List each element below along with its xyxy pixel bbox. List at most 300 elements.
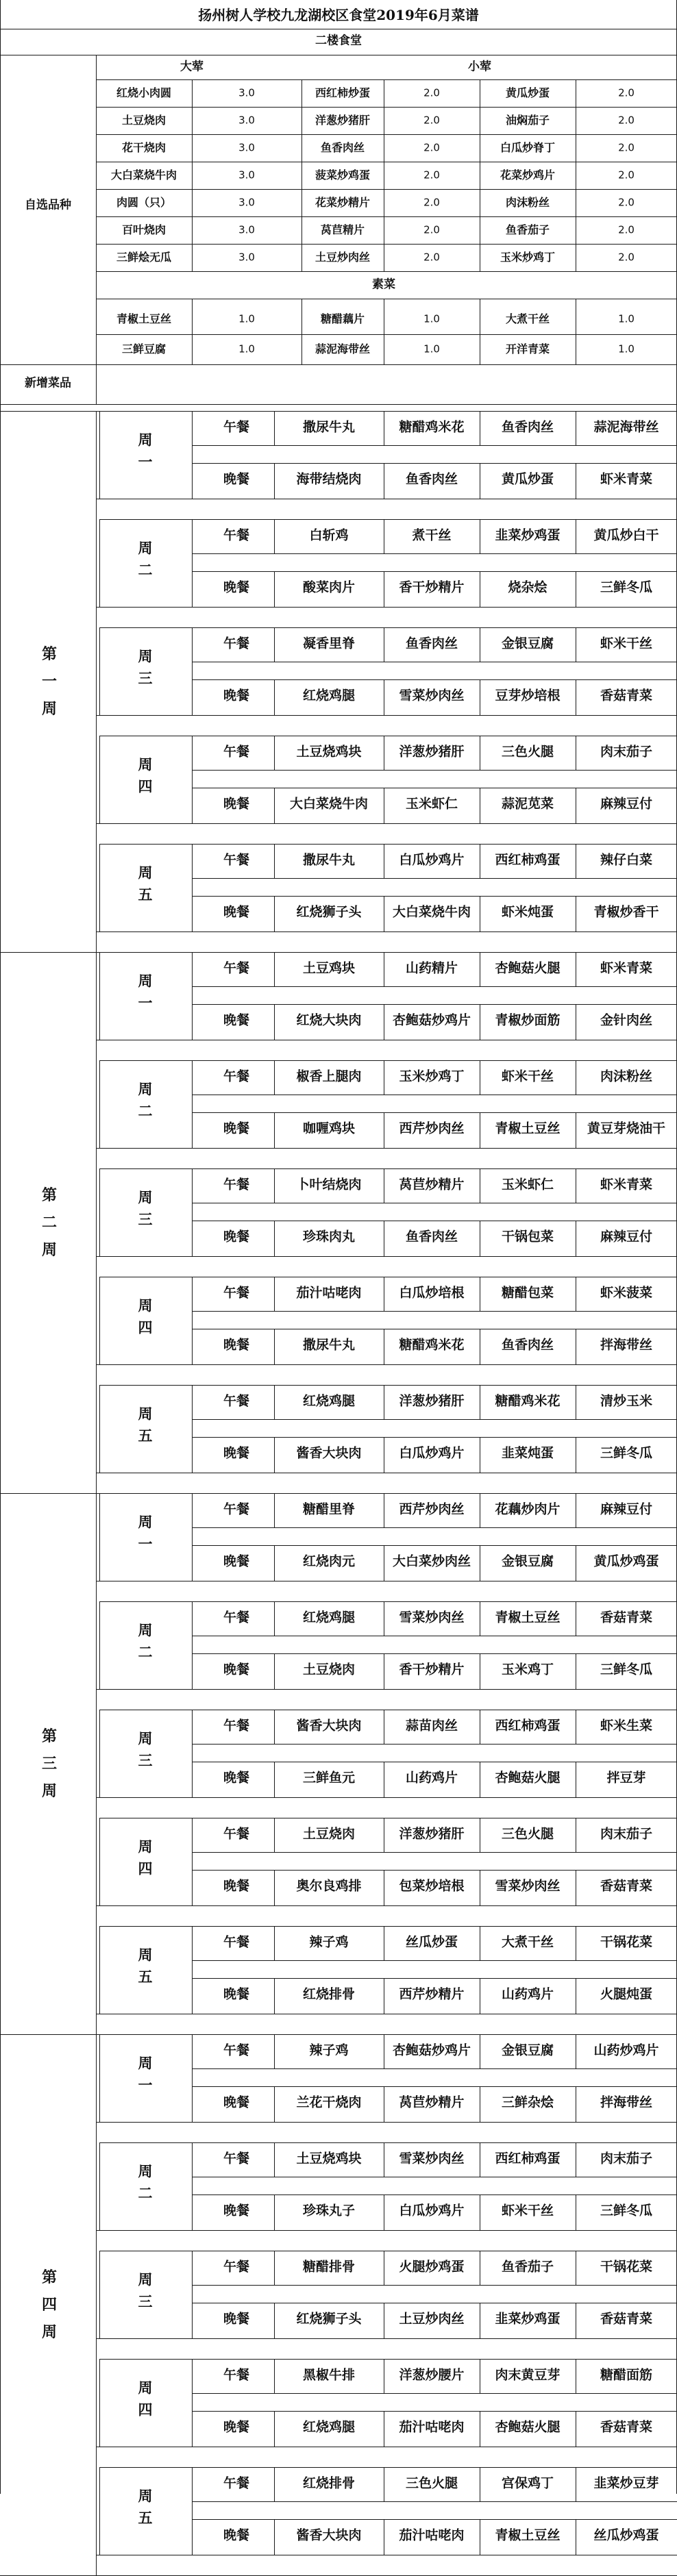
meal-lunch-label: 午餐 <box>223 2367 250 2383</box>
grid-line <box>96 79 677 80</box>
grid-line <box>274 1060 275 1095</box>
price-dahun: 3.0 <box>238 86 255 99</box>
day-label: 五 <box>138 1968 153 1986</box>
dish-xiaohun: 黄瓜炒蛋 <box>505 86 550 99</box>
meal-lunch-label: 午餐 <box>223 2259 250 2275</box>
dish-lunch: 山药炒鸡片 <box>593 2042 659 2058</box>
dish-dahun: 肉圆（只） <box>116 196 172 209</box>
dish-dinner: 咖喱鸡块 <box>302 1121 356 1136</box>
dish-lunch: 肉沫粉丝 <box>600 1068 653 1084</box>
grid-line <box>96 107 677 108</box>
grid-line <box>301 299 302 364</box>
price-xiaohun: 2.0 <box>423 196 440 209</box>
dish-dinner: 火腿炖蛋 <box>600 1986 653 2002</box>
meal-lunch-label: 午餐 <box>223 1934 250 1950</box>
dish-lunch: 蒜泥海带丝 <box>593 419 659 435</box>
dish-lunch: 青椒土豆丝 <box>495 1610 561 1625</box>
grid-line <box>96 1493 97 2034</box>
dish-dinner: 土豆烧肉 <box>302 1662 356 1677</box>
grid-line <box>192 2519 677 2520</box>
grid-line <box>99 1493 677 1494</box>
grid-line <box>99 627 677 628</box>
grid-line <box>192 519 193 607</box>
dish-dinner: 杏鲍菇火腿 <box>495 2419 561 2435</box>
price-xiaohun: 2.0 <box>423 251 440 264</box>
day-label: 周 <box>138 1946 153 1964</box>
grid-line <box>99 2359 100 2447</box>
price-xiaohun: 2.0 <box>423 141 440 154</box>
dish-lunch: 虾米干丝 <box>600 636 653 651</box>
day-label: 三 <box>138 1210 153 1228</box>
grid-line <box>192 2411 677 2412</box>
grid-line <box>99 2359 677 2360</box>
dish-xiaohun: 鱼香肉丝 <box>320 141 365 154</box>
grid-line <box>192 411 193 499</box>
dish-lunch: 肉末茄子 <box>600 1826 653 1842</box>
meal-dinner-label: 晚餐 <box>223 1012 250 1028</box>
dish-lunch: 酱香大块肉 <box>296 1718 362 1734</box>
dish-lunch: 糖醋里脊 <box>302 1501 356 1517</box>
dish-lunch: 丝瓜炒蛋 <box>405 1934 458 1950</box>
dish-dinner: 三鲜冬瓜 <box>600 1445 653 1461</box>
dish-dinner: 红烧鸡腿 <box>302 688 356 703</box>
dish-dinner: 虾米干丝 <box>501 2203 554 2218</box>
grid-line <box>99 2142 100 2230</box>
price-sucai: 1.0 <box>618 312 635 325</box>
dish-lunch: 糖醋面筋 <box>600 2367 653 2383</box>
meal-dinner-label: 晚餐 <box>223 1770 250 1786</box>
grid-line <box>99 2467 100 2555</box>
grid-line <box>192 844 193 931</box>
price-xiaohun: 2.0 <box>423 114 440 127</box>
meal-dinner-label: 晚餐 <box>223 1337 250 1353</box>
day-label: 周 <box>138 1621 153 1639</box>
day-label: 周 <box>138 2379 153 2397</box>
grid-line <box>192 952 193 1040</box>
dish-lunch: 煮干丝 <box>412 527 452 543</box>
grid-line <box>192 1277 193 1364</box>
dish-dinner: 青椒炒面筋 <box>495 1012 561 1028</box>
dish-dinner: 茄汁咕咾肉 <box>399 2527 465 2543</box>
grid-line <box>96 2122 677 2123</box>
dish-dinner: 西芹炒肉丝 <box>399 1121 465 1136</box>
dish-lunch: 黄瓜炒白干 <box>593 527 659 543</box>
grid-line <box>192 1419 677 1420</box>
dish-dinner: 豆芽炒培根 <box>495 688 561 703</box>
dish-xiaohun: 西红柿炒蛋 <box>315 86 371 99</box>
meal-lunch-label: 午餐 <box>223 960 250 976</box>
grid-line <box>274 1601 275 1636</box>
meal-dinner-label: 晚餐 <box>223 904 250 920</box>
dish-lunch: 花藕炒肉片 <box>495 1501 561 1517</box>
grid-line <box>99 844 100 931</box>
dish-dinner: 香干炒精片 <box>399 579 465 595</box>
grid-line <box>274 1168 275 1203</box>
dish-lunch: 玉米炒鸡丁 <box>399 1068 465 1084</box>
dish-dinner: 黄豆芽烧油干 <box>587 1121 666 1136</box>
grid-line <box>192 2285 677 2286</box>
grid-line <box>99 844 677 845</box>
dish-lunch: 糖醋鸡米花 <box>495 1393 561 1409</box>
grid-line <box>192 445 677 446</box>
grid-line <box>274 736 275 770</box>
day-label: 周 <box>138 647 153 665</box>
dish-sucai: 糖醋藕片 <box>320 312 365 325</box>
grid-line <box>96 2338 677 2339</box>
grid-line <box>192 2142 193 2230</box>
dish-lunch: 凝香里脊 <box>302 636 356 651</box>
dish-lunch: 火腿炒鸡蛋 <box>399 2259 465 2275</box>
dish-lunch: 红烧鸡腿 <box>302 1610 356 1625</box>
dish-dinner: 杏鲍菇炒鸡片 <box>392 1012 471 1028</box>
meal-lunch-label: 午餐 <box>223 744 250 760</box>
meal-dinner-label: 晚餐 <box>223 579 250 595</box>
grid-line <box>192 1653 677 1654</box>
section-self-select: 自选品种 <box>25 198 71 212</box>
dish-lunch: 撒尿牛丸 <box>302 852 356 868</box>
dish-dinner: 三鲜冬瓜 <box>600 579 653 595</box>
meal-lunch-label: 午餐 <box>223 419 250 435</box>
dish-lunch: 红烧排骨 <box>302 2475 356 2491</box>
grid-line <box>96 2230 677 2231</box>
dish-dinner: 红烧排骨 <box>302 1986 356 2002</box>
dish-lunch: 大煮干丝 <box>501 1934 554 1950</box>
grid-line <box>274 2194 275 2230</box>
dish-dinner: 丝瓜炒鸡蛋 <box>593 2527 659 2543</box>
meal-dinner-label: 晚餐 <box>223 471 250 487</box>
grid-line <box>96 216 677 217</box>
grid-line <box>99 1926 100 2014</box>
meal-lunch-label: 午餐 <box>223 1826 250 1842</box>
grid-line <box>192 1926 193 2014</box>
grid-line <box>99 1060 100 1148</box>
dish-lunch: 洋葱炒猪肝 <box>399 744 465 760</box>
dish-lunch: 茄汁咕咾肉 <box>296 1285 362 1301</box>
price-sucai: 1.0 <box>423 312 440 325</box>
grid-line <box>274 2251 275 2285</box>
day-label: 周 <box>138 1729 153 1747</box>
meal-dinner-label: 晚餐 <box>223 1121 250 1136</box>
grid-line <box>99 1168 677 1169</box>
grid-line <box>192 1870 677 1871</box>
price-dahun: 3.0 <box>238 141 255 154</box>
dish-lunch: 糖醋鸡米花 <box>399 419 465 435</box>
dish-lunch: 洋葱炒腰片 <box>399 2367 465 2383</box>
dish-lunch: 蒜苗肉丝 <box>405 1718 458 1734</box>
day-label: 四 <box>138 777 153 795</box>
grid-line <box>192 2251 193 2338</box>
day-label: 一 <box>138 453 153 471</box>
grid-line <box>99 411 677 412</box>
grid-line <box>96 411 97 952</box>
grid-line <box>274 1221 275 1256</box>
dish-dinner: 虾米炖蛋 <box>501 904 554 920</box>
week-label: 第 <box>41 1186 58 1204</box>
grid-line <box>96 1148 677 1149</box>
dish-dinner: 白瓜炒鸡片 <box>399 2203 465 2218</box>
price-xiaohun: 2.0 <box>618 223 635 236</box>
dish-lunch: 鱼香茄子 <box>501 2259 554 2275</box>
dish-dinner: 黄瓜炒鸡蛋 <box>593 1553 659 1569</box>
dish-lunch: 西红柿鸡蛋 <box>495 852 561 868</box>
dish-dinner: 鱼香肉丝 <box>405 471 458 487</box>
meal-lunch-label: 午餐 <box>223 1718 250 1734</box>
dish-lunch: 鱼香肉丝 <box>501 419 554 435</box>
grid-line <box>192 1168 193 1256</box>
grid-line <box>274 571 275 607</box>
dish-dinner: 玉米鸡丁 <box>501 1662 554 1677</box>
price-xiaohun: 2.0 <box>423 86 440 99</box>
dish-dinner: 山药鸡片 <box>405 1770 458 1786</box>
grid-line <box>274 1493 275 1527</box>
dish-lunch: 肉末黄豆芽 <box>495 2367 561 2383</box>
day-label: 一 <box>138 994 153 1012</box>
grid-line <box>96 334 677 335</box>
dish-dinner: 金银豆腐 <box>501 1553 554 1569</box>
dish-xiaohun: 花菜炒精片 <box>315 196 371 209</box>
week-label: 二 <box>41 1214 58 1231</box>
grid-line <box>274 1978 275 2014</box>
day-label: 周 <box>138 2054 153 2072</box>
grid-line <box>192 1004 677 1005</box>
dish-dinner: 黄瓜炒蛋 <box>501 471 554 487</box>
meal-dinner-label: 晚餐 <box>223 1986 250 2002</box>
day-label: 周 <box>138 1297 153 1314</box>
dish-dinner: 雪菜炒肉丝 <box>399 688 465 703</box>
day-label: 周 <box>138 1838 153 1855</box>
day-label: 二 <box>138 1102 153 1120</box>
dish-lunch: 雪菜炒肉丝 <box>399 2151 465 2166</box>
day-label: 周 <box>138 1513 153 1531</box>
dish-sucai: 三鲜豆腐 <box>121 342 167 355</box>
dish-lunch: 椒香上腿肉 <box>296 1068 362 1084</box>
meal-lunch-label: 午餐 <box>223 1177 250 1192</box>
day-label: 周 <box>138 864 153 881</box>
dish-dinner: 雪菜炒肉丝 <box>495 1878 561 1894</box>
grid-line <box>274 788 275 823</box>
week-label: 四 <box>41 2296 58 2314</box>
meal-lunch-label: 午餐 <box>223 636 250 651</box>
dish-dinner: 拌海带丝 <box>600 2094 653 2110</box>
day-label: 二 <box>138 1643 153 1661</box>
dish-dinner: 大白菜炒肉丝 <box>392 1553 471 1569</box>
grid-line <box>99 736 100 823</box>
dish-dinner: 山药鸡片 <box>501 1986 554 2002</box>
dish-dinner: 麻辣豆付 <box>600 796 653 812</box>
grid-line <box>274 2034 275 2068</box>
dish-dinner: 青椒土豆丝 <box>495 2527 561 2543</box>
grid-line <box>192 1437 677 1438</box>
day-label: 三 <box>138 669 153 687</box>
grid-line <box>99 1060 677 1061</box>
grid-line <box>96 1689 677 1690</box>
day-label: 周 <box>138 1405 153 1423</box>
dish-dinner: 奥尔良鸡排 <box>296 1878 362 1894</box>
dish-lunch: 鱼香肉丝 <box>405 636 458 651</box>
dish-lunch: 白瓜炒鸡片 <box>399 852 465 868</box>
dish-dinner: 鱼香肉丝 <box>501 1337 554 1353</box>
dish-dinner: 海带结烧肉 <box>296 471 362 487</box>
grid-line <box>0 0 1 2494</box>
grid-line <box>274 1818 275 1852</box>
grid-line <box>96 2034 97 2575</box>
grid-line <box>96 931 677 932</box>
dish-dinner: 香干炒精片 <box>399 1662 465 1677</box>
dish-xiaohun: 玉米炒鸡丁 <box>500 251 556 264</box>
day-label: 四 <box>138 2401 153 2418</box>
price-sucai: 1.0 <box>618 342 635 355</box>
dish-dinner: 白瓜炒鸡片 <box>399 1445 465 1461</box>
grid-line <box>274 1545 275 1581</box>
dish-lunch: 白瓜炒培根 <box>399 1285 465 1301</box>
meal-dinner-label: 晚餐 <box>223 1662 250 1677</box>
week-label: 一 <box>41 673 58 690</box>
dish-lunch: 洋葱炒猪肝 <box>399 1826 465 1842</box>
dish-xiaohun: 洋葱炒猪肝 <box>315 114 371 127</box>
dish-lunch: 韭菜炒鸡蛋 <box>495 527 561 543</box>
grid-line <box>192 2501 677 2502</box>
dish-lunch: 雪菜炒肉丝 <box>399 1610 465 1625</box>
grid-line <box>274 952 275 986</box>
grid-line <box>192 299 193 364</box>
day-label: 三 <box>138 2292 153 2310</box>
price-dahun: 3.0 <box>238 196 255 209</box>
meal-lunch-label: 午餐 <box>223 1501 250 1517</box>
dish-dinner: 金针肉丝 <box>600 1012 653 1028</box>
dish-lunch: 洋葱炒猪肝 <box>399 1393 465 1409</box>
grid-line <box>274 1277 275 1311</box>
grid-line <box>274 2303 275 2338</box>
dish-dinner: 土豆炒肉丝 <box>399 2311 465 2327</box>
dish-lunch: 山药精片 <box>405 960 458 976</box>
dish-dinner: 西芹炒精片 <box>399 1986 465 2002</box>
dish-dinner: 红烧肉元 <box>302 1553 356 1569</box>
price-xiaohun: 2.0 <box>618 114 635 127</box>
grid-line <box>96 1905 677 1906</box>
grid-line <box>274 1112 275 1148</box>
day-label: 二 <box>138 561 153 579</box>
price-dahun: 3.0 <box>238 223 255 236</box>
grid-line <box>192 1527 677 1528</box>
grid-line <box>192 627 193 715</box>
dish-lunch: 金银豆腐 <box>501 2042 554 2058</box>
meal-lunch-label: 午餐 <box>223 527 250 543</box>
grid-line <box>99 1601 100 1689</box>
grid-line <box>99 1493 100 1581</box>
grid-line <box>274 2142 275 2177</box>
dish-sucai: 开洋青菜 <box>505 342 550 355</box>
grid-line <box>99 1385 100 1473</box>
heading-dahun: 大荤 <box>180 60 204 74</box>
price-dahun: 3.0 <box>238 168 255 182</box>
dish-dinner: 包菜炒培根 <box>399 1878 465 1894</box>
dish-dinner: 珍珠肉丸 <box>302 1229 356 1245</box>
grid-line <box>96 823 677 824</box>
grid-line <box>99 1277 100 1364</box>
dish-dinner: 拌豆芽 <box>606 1770 646 1786</box>
grid-line <box>192 1545 677 1546</box>
dish-dinner: 珍珠丸子 <box>302 2203 356 2218</box>
dish-dinner: 虾米青菜 <box>600 471 653 487</box>
grid-line <box>99 2034 677 2035</box>
day-label: 周 <box>138 2271 153 2288</box>
dish-lunch: 西芹炒肉丝 <box>399 1501 465 1517</box>
meal-dinner-label: 晚餐 <box>223 2419 250 2435</box>
dish-xiaohun: 莴苣精片 <box>320 223 365 236</box>
grid-line <box>192 2393 677 2394</box>
meal-lunch-label: 午餐 <box>223 2042 250 2058</box>
dish-xiaohun: 油焖茄子 <box>505 114 550 127</box>
meal-lunch-label: 午餐 <box>223 852 250 868</box>
dish-dinner: 香菇青菜 <box>600 688 653 703</box>
meal-dinner-label: 晚餐 <box>223 688 250 703</box>
week-label: 周 <box>41 1241 58 1259</box>
day-label: 周 <box>138 2487 153 2505</box>
day-label: 周 <box>138 1188 153 1206</box>
grid-line <box>192 1311 677 1312</box>
grid-line <box>192 553 677 554</box>
dish-dahun: 三鲜烩无瓜 <box>116 251 172 264</box>
dish-lunch: 肉末茄子 <box>600 2151 653 2166</box>
dish-lunch: 干锅花菜 <box>600 2259 653 2275</box>
dish-lunch: 虾米干丝 <box>501 1068 554 1084</box>
dish-dinner: 干锅包菜 <box>501 1229 554 1245</box>
day-label: 周 <box>138 1080 153 1098</box>
price-xiaohun: 2.0 <box>423 223 440 236</box>
meal-dinner-label: 晚餐 <box>223 2094 250 2110</box>
canteen-name: 二楼食堂 <box>315 34 362 48</box>
grid-line <box>192 878 677 879</box>
grid-line <box>99 2251 100 2338</box>
meal-lunch-label: 午餐 <box>223 1610 250 1625</box>
grid-line <box>99 952 100 1040</box>
day-label: 周 <box>138 755 153 773</box>
grid-line <box>96 189 677 190</box>
grid-line <box>301 79 302 271</box>
grid-line <box>99 627 100 715</box>
dish-lunch: 三色火腿 <box>501 744 554 760</box>
grid-line <box>192 1978 677 1979</box>
dish-xiaohun: 肉沫粉丝 <box>505 196 550 209</box>
heading-sucai: 素菜 <box>372 277 395 292</box>
grid-line <box>99 1926 677 1927</box>
dish-dinner: 拌海带丝 <box>600 1337 653 1353</box>
grid-line <box>192 2194 677 2195</box>
grid-line <box>96 1797 677 1798</box>
grid-line <box>99 519 100 607</box>
grid-line <box>192 986 677 987</box>
dish-xiaohun: 菠菜炒鸡蛋 <box>315 168 371 182</box>
day-label: 五 <box>138 2509 153 2527</box>
dish-dinner: 酱香大块肉 <box>296 1445 362 1461</box>
grid-line <box>96 715 677 716</box>
dish-dinner: 麻辣豆付 <box>600 1229 653 1245</box>
dish-dinner: 大白菜烧牛肉 <box>289 796 369 812</box>
grid-line <box>192 1960 677 1961</box>
grid-line <box>274 1653 275 1689</box>
grid-line <box>274 1329 275 1364</box>
grid-line <box>192 896 677 897</box>
dish-lunch: 三色火腿 <box>405 2475 458 2491</box>
dish-dinner: 糖醋鸡米花 <box>399 1337 465 1353</box>
dish-lunch: 辣子鸡 <box>309 2042 349 2058</box>
week-label: 三 <box>41 1755 58 1773</box>
grid-line <box>96 244 677 245</box>
grid-line <box>274 1762 275 1797</box>
meal-dinner-label: 晚餐 <box>223 2527 250 2543</box>
week-label: 第 <box>41 1727 58 1745</box>
grid-line <box>192 79 193 271</box>
